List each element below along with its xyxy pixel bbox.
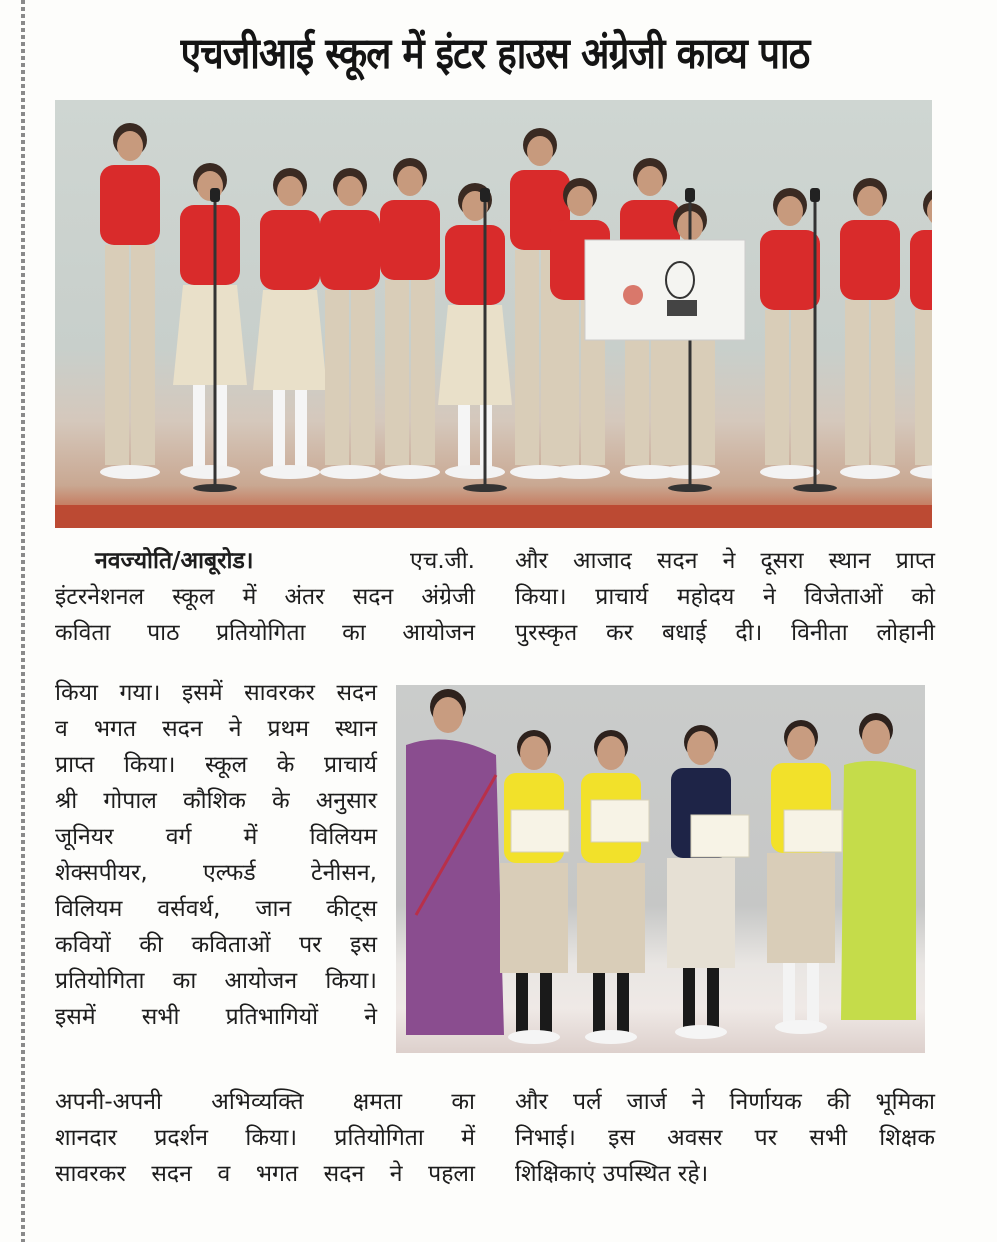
article-line: व भगत सदन ने प्रथम स्थान (55, 716, 377, 742)
article-line: शिक्षिकाएं उपस्थित रहे। (515, 1161, 709, 1187)
article-line: विलियम वर्सवर्थ, जान कीट्स (55, 896, 377, 922)
article-line: श्री गोपाल कौशिक के अनुसार (55, 788, 377, 814)
article-line: कवियों की कविताओं पर इस (55, 932, 377, 958)
photo-students-reciting (55, 100, 932, 528)
article-line: किया। प्राचार्य महोदय ने विजेताओं को (515, 584, 935, 610)
student-figure (667, 725, 735, 1039)
teacher-figure (406, 689, 504, 1035)
article-line: अपनी-अपनी अभिव्यक्ति क्षमता का (55, 1089, 475, 1115)
student-figure (438, 183, 512, 479)
article-text: एच.जी. (410, 548, 475, 574)
article-line: जूनियर वर्ग में विलियम (55, 824, 377, 850)
article-line: शानदार प्रदर्शन किया। प्रतियोगिता में (55, 1125, 475, 1151)
photo-winners-illustration (396, 685, 925, 1053)
student-figure (767, 720, 835, 1034)
student-figure (380, 158, 440, 479)
article-line: किया गया। इसमें सावरकर सदन (55, 680, 377, 706)
article-line: प्राप्त किया। स्कूल के प्राचार्य (55, 752, 377, 778)
student-figure (910, 188, 932, 479)
student-figure (840, 178, 900, 479)
article-line: शेक्सपीयर, एल्फर्ड टेनीसन, (55, 860, 377, 886)
article-line: पुरस्कृत कर बधाई दी। विनीता लोहानी (515, 620, 935, 646)
student-figure (173, 163, 247, 479)
headline: एचजीआई स्कूल में इंटर हाउस अंग्रेजी काव्य पाठ (180, 29, 810, 79)
article-col2-bottom (515, 1084, 935, 1192)
article-col1-bottom (55, 1084, 475, 1192)
certificate (691, 815, 749, 857)
article-line: और पर्ल जार्ज ने निर्णायक की भूमिका (515, 1089, 935, 1115)
photo-winners-certificates (396, 685, 925, 1053)
teacher-figure (841, 713, 916, 1020)
article-line (55, 543, 475, 579)
column-divider-dotted (21, 0, 25, 1242)
article-line: इसमें सभी प्रतिभागियों ने (55, 1004, 377, 1030)
article-line: और आजाद सदन ने दूसरा स्थान प्राप्त (515, 548, 935, 574)
student-figure (760, 188, 820, 479)
student-figure (100, 123, 160, 479)
certificate (591, 800, 649, 842)
student-figure (253, 168, 327, 479)
stage-edge (55, 505, 932, 528)
certificate (511, 810, 569, 852)
student-figure (577, 730, 645, 1044)
article-col1-top (55, 543, 475, 651)
article-line: कविता पाठ प्रतियोगिता का आयोजन (55, 620, 475, 646)
student-figure (320, 168, 380, 479)
article-line: निभाई। इस अवसर पर सभी शिक्षक (515, 1125, 935, 1151)
article-col2-top (515, 543, 935, 651)
article-col1-narrow (55, 675, 377, 1035)
article-line: इंटरनेशनल स्कूल में अंतर सदन अंग्रेजी (55, 584, 475, 610)
lectern-sign (585, 240, 745, 340)
certificate (784, 810, 842, 852)
article-line: सावरकर सदन व भगत सदन ने पहला (55, 1161, 475, 1187)
article-line: प्रतियोगिता का आयोजन किया। (55, 968, 377, 994)
dateline: नवज्योति/आबूरोड। (95, 548, 254, 574)
photo-students-reciting-illustration (55, 100, 932, 528)
student-figure (500, 730, 568, 1044)
